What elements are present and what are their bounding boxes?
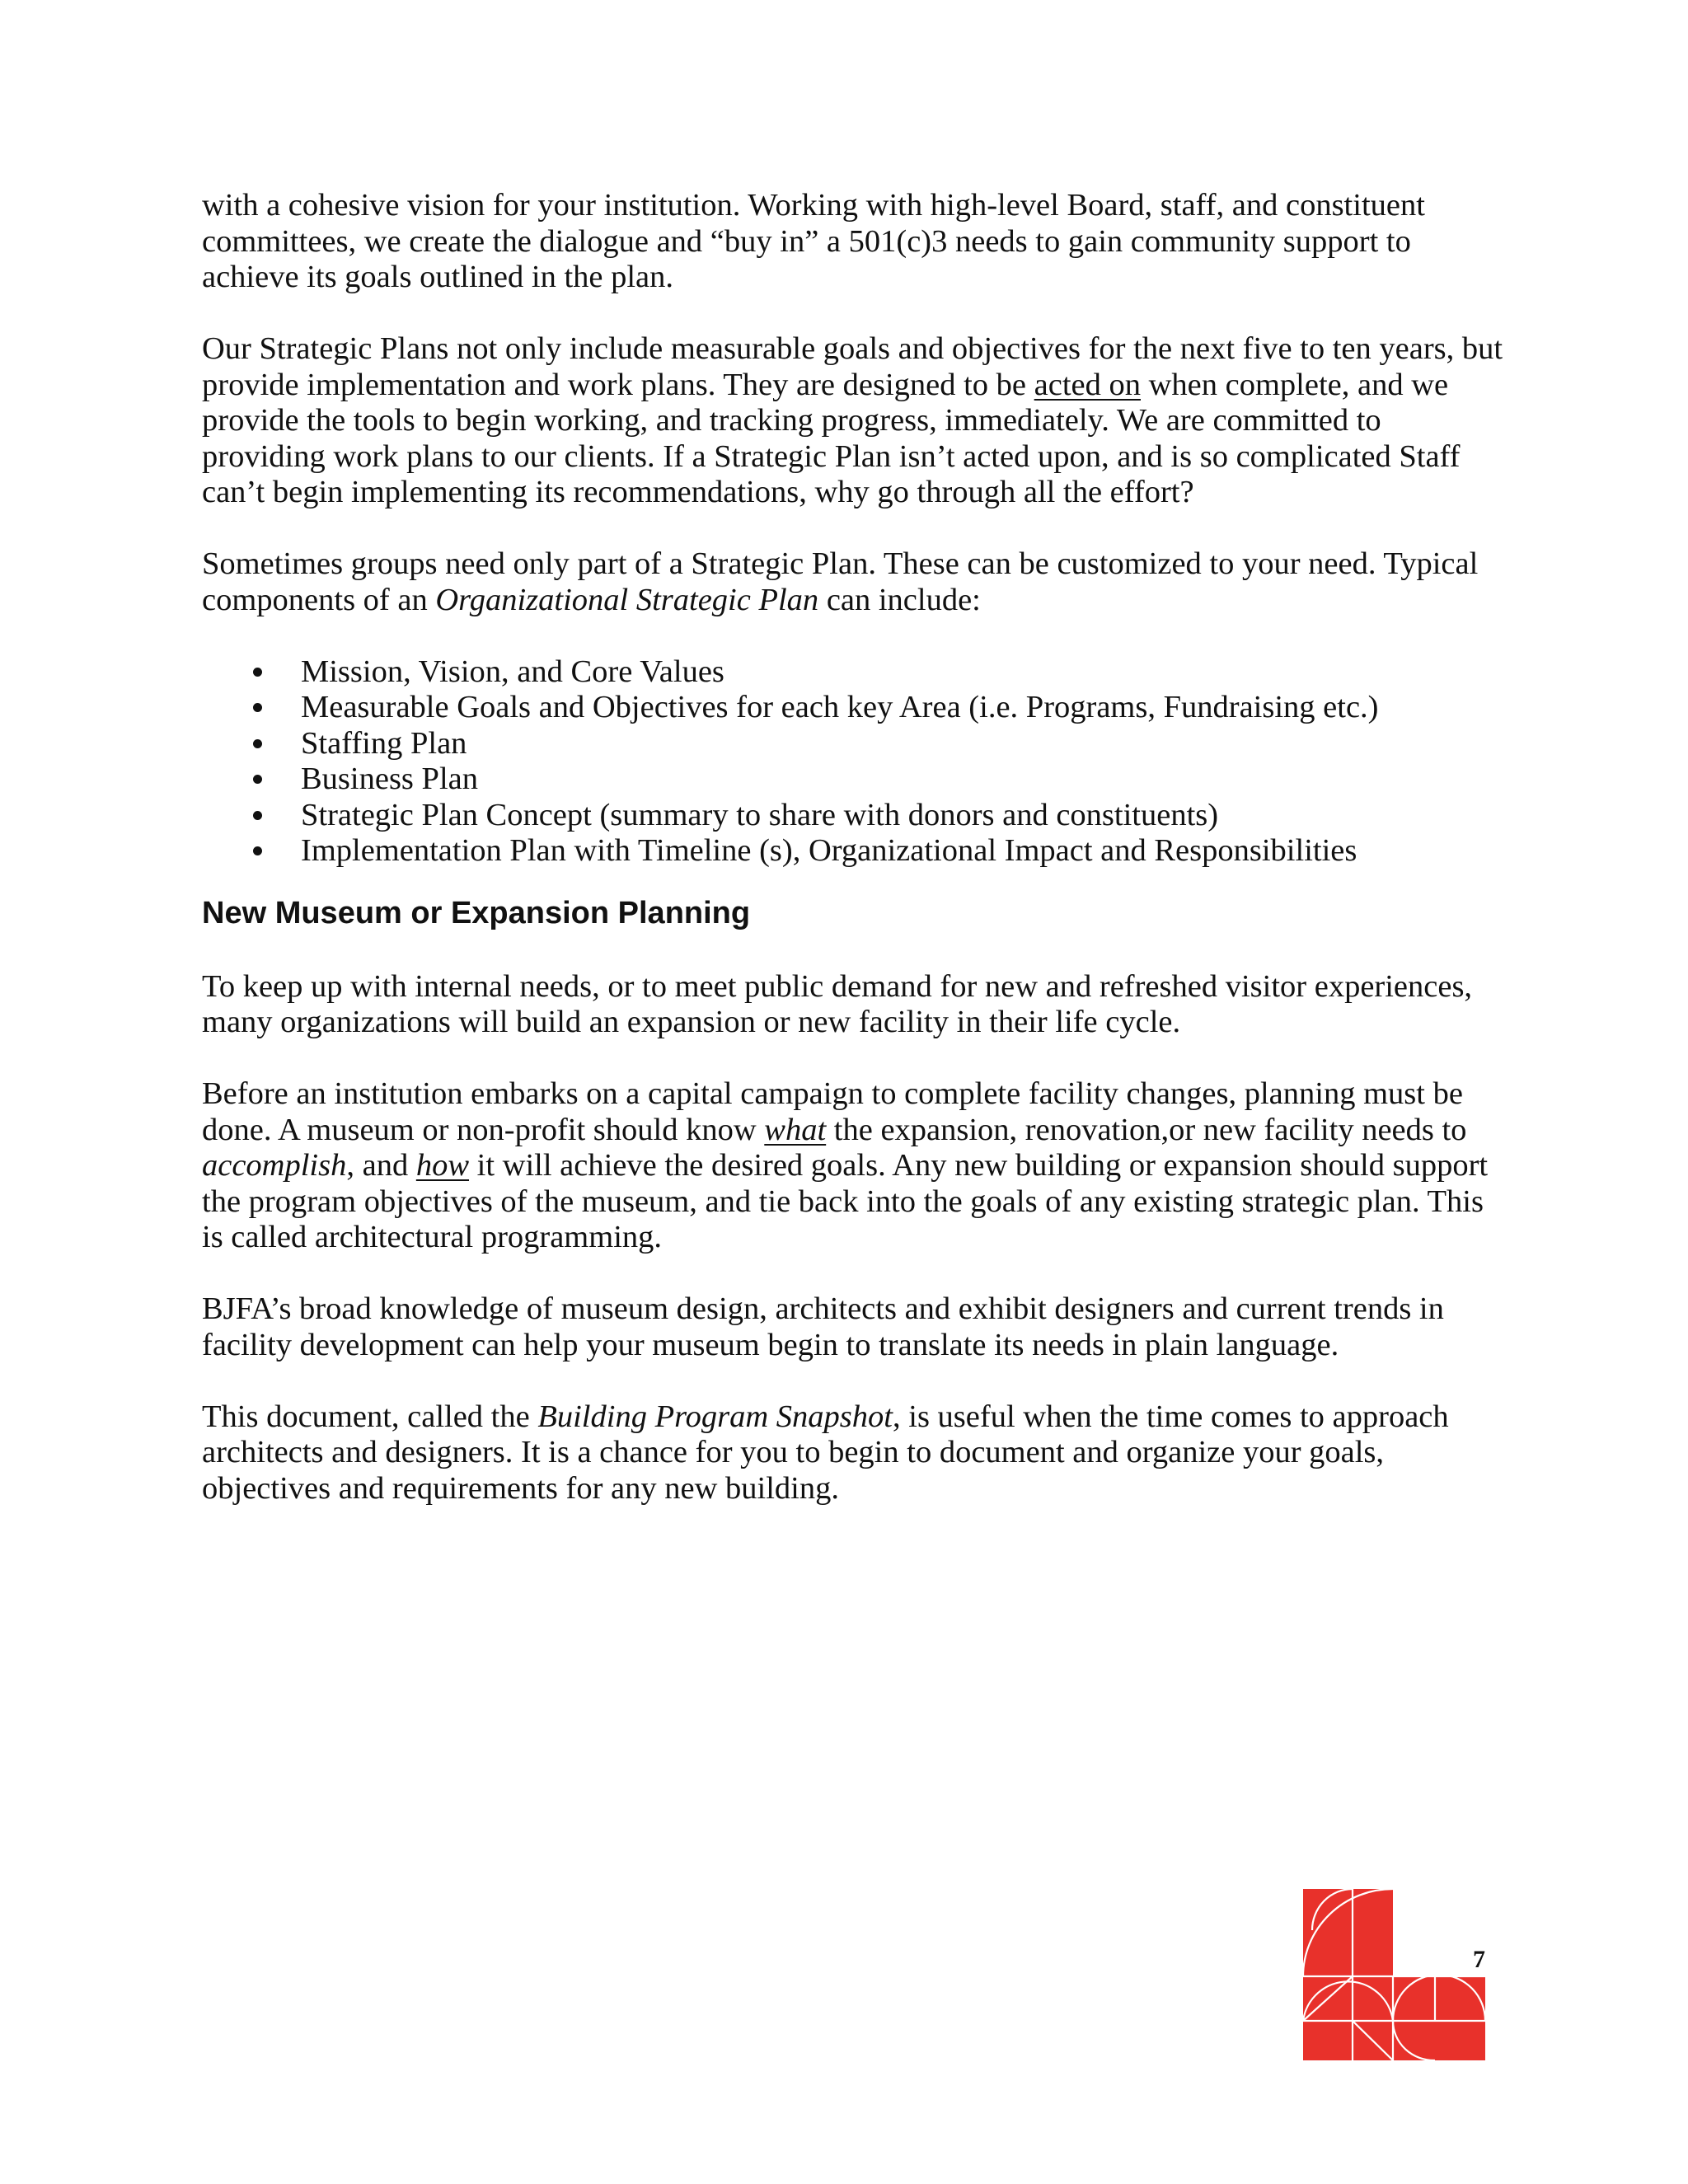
bullet-icon	[253, 811, 262, 820]
expansion-text-1: To keep up with internal needs, or to meet public demand for new and refreshed visitor experiences, many organizations will build an expansion or new facility in their life cycle.	[202, 968, 1473, 1039]
intro-text: with a cohesive vision for your institution. Working with high-level Board, staff, and constituent committees, we create the dialogue and “buy in” a 501(c)3 needs to gain community support to achieve its goals outlined in the plan.	[202, 188, 1425, 294]
expansion-paragraph-1	[202, 969, 1504, 1041]
what-emphasis: what	[764, 1112, 827, 1147]
acted-on-underlined: acted on	[1034, 367, 1141, 402]
components-text-before: Sometimes groups need only part of a Strategic Plan. These can be customized to your need. Typical components of an	[202, 546, 1479, 617]
list-item	[202, 654, 1504, 691]
accomplish-emphasis: accomplish	[202, 1148, 347, 1183]
list-item	[202, 798, 1504, 834]
bjfa-paragraph	[202, 1291, 1504, 1363]
intro-paragraph	[202, 188, 1504, 296]
expansion-part-1: Before an institution embarks on a capital campaign to complete facility changes, planning must be done. A museum or non-profit should know	[202, 1076, 1463, 1147]
bullet-icon	[253, 846, 262, 855]
list-item-text: Business Plan	[301, 762, 478, 796]
bullet-icon	[253, 668, 262, 677]
list-item-text: Strategic Plan Concept (summary to share with donors and constituents)	[301, 797, 1219, 832]
list-item	[202, 690, 1504, 726]
plans-text-after: when complete, and we provide the tools to begin working, and tracking progress, immediately. We are committed to providing work plans to our clients. If a Strategic Plan isn’t acted upon, and is so complicated Staff can’t begin implementing its recommendations, why go through all the effort?	[202, 367, 1461, 509]
page-content	[202, 188, 1504, 1543]
bullet-icon	[253, 775, 262, 784]
list-item-text: Measurable Goals and Objectives for each key Area (i.e. Programs, Fundraising etc.)	[301, 690, 1379, 724]
list-item-text: Implementation Plan with Timeline (s), Organizational Impact and Responsibilities	[301, 833, 1357, 868]
expansion-part-4: it will achieve the desired goals. Any new building or expansion should support the program objectives of the museum, and tie back into the goals of any existing strategic plan. This is called architectural programming.	[202, 1148, 1489, 1254]
snapshot-text-before: This document, called the	[202, 1399, 538, 1434]
building-program-snapshot-italic: Building Program Snapshot	[537, 1399, 893, 1434]
list-item	[202, 833, 1504, 869]
components-text-after: can include:	[818, 582, 981, 617]
bjfa-geometric-logo-icon	[1303, 1889, 1485, 2060]
how-emphasis: how	[415, 1148, 470, 1183]
bjfa-text: BJFA’s broad knowledge of museum design, architects and exhibit designers and current trends in facility development can help your museum begin to translate its needs in plain language.	[202, 1291, 1444, 1362]
components-bullet-list	[202, 654, 1504, 869]
section-heading: New Museum or Expansion Planning	[202, 895, 751, 930]
list-item-text: Staffing Plan	[301, 725, 467, 761]
expansion-part-3: , and	[346, 1148, 416, 1183]
snapshot-paragraph	[202, 1399, 1504, 1507]
bullet-icon	[253, 739, 262, 748]
components-paragraph	[202, 546, 1504, 618]
list-item	[202, 726, 1504, 762]
expansion-paragraph-2	[202, 1076, 1504, 1256]
expansion-part-2: the expansion, renovation,or new facility needs to	[826, 1112, 1467, 1147]
strategic-plans-paragraph	[202, 331, 1504, 511]
list-item-text: Mission, Vision, and Core Values	[301, 654, 724, 689]
list-item	[202, 762, 1504, 798]
plans-text-before: Our Strategic Plans not only include measurable goals and objectives for the next five to ten years, but provide implementation and work plans. They are designed to be	[202, 331, 1503, 402]
page-number: 7	[1473, 1946, 1485, 1973]
organizational-strategic-plan-italic: Organizational Strategic Plan	[435, 582, 819, 617]
snapshot-text-after: , is useful when the time comes to approach architects and designers. It is a chance for you to begin to document and organize your goals, objectives and requirements for any new building.	[202, 1399, 1449, 1506]
bullet-icon	[253, 703, 262, 712]
